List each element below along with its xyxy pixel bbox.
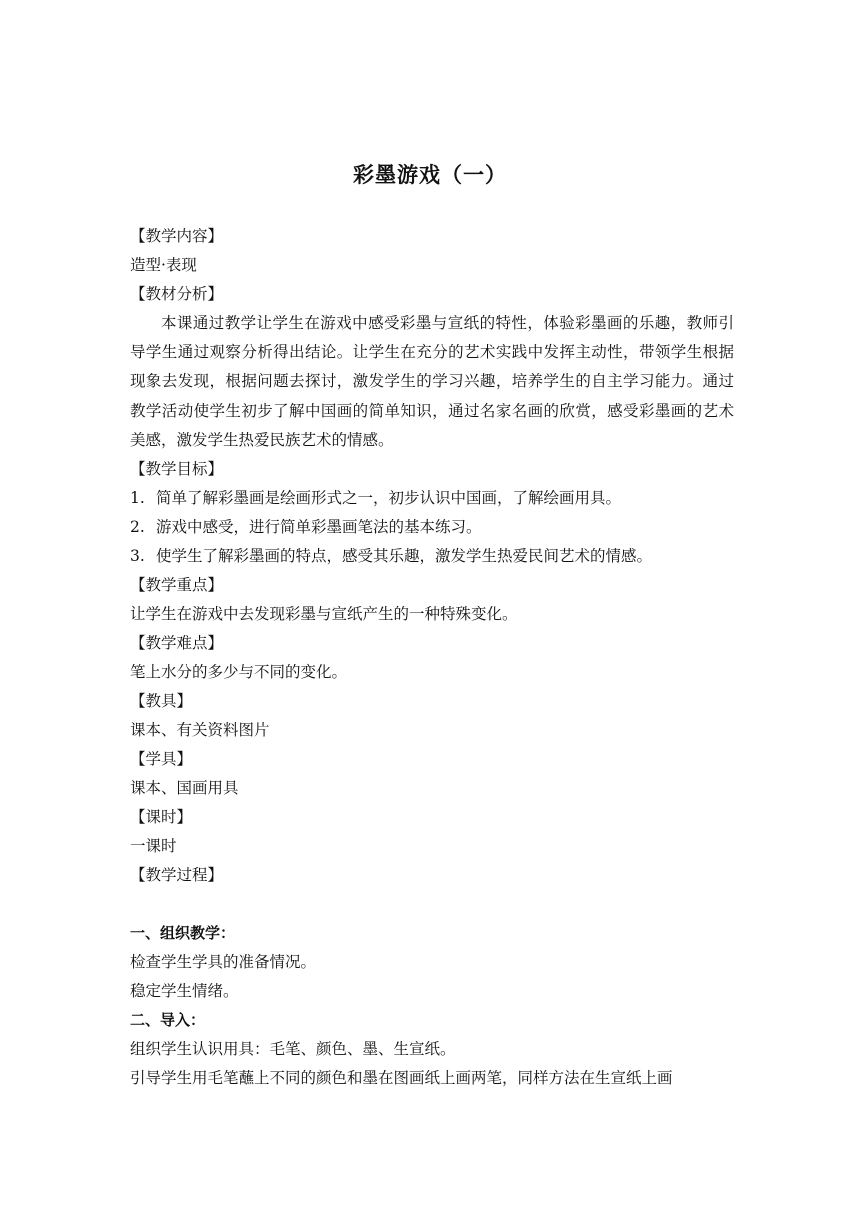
section-heading-student-tools: 【学具】	[130, 750, 193, 769]
section-heading-analysis: 【教材分析】	[130, 285, 224, 303]
section-text-key: 让学生在游戏中去发现彩墨与宣纸产生的一种特殊变化。	[130, 605, 518, 624]
section-heading-period: 【课时】	[130, 808, 193, 827]
page-title: 彩墨游戏（一）	[353, 163, 507, 187]
goal-item	[130, 513, 734, 542]
goal-number: 3.	[130, 547, 145, 566]
section-text-student-tools: 课本、国画用具	[130, 779, 239, 798]
section-heading-tools: 【教具】	[130, 692, 193, 711]
section-heading-difficulty: 【教学难点】	[130, 634, 224, 653]
section-text-tools: 课本、有关资料图片	[130, 721, 270, 740]
section-text-content: 造型·表现	[130, 256, 197, 274]
goal-item	[130, 542, 734, 571]
goal-text: 游戏中感受，进行简单彩墨画笔法的基本练习。	[156, 518, 482, 537]
blank-line	[130, 890, 734, 919]
step-line: 检查学生学具的准备情况。	[130, 953, 317, 972]
section-text-difficulty: 笔上水分的多少与不同的变化。	[130, 663, 348, 682]
step-line: 组织学生认识用具：毛笔、颜色、墨、生宣纸。	[130, 1040, 456, 1059]
document-body	[130, 222, 734, 1093]
step-line: 引导学生用毛笔蘸上不同的颜色和墨在图画纸上画两笔，同样方法在生宣纸上画	[130, 1069, 673, 1088]
section-text-analysis: 本课通过教学让学生在游戏中感受彩墨与宣纸的特性，体验彩墨画的乐趣，教师引导学生通过观察分析得出结论。让学生在充分的艺术实践中发挥主动性，带领学生根据现象去发现，根据问题去探讨，激发学生的学习兴趣，培养学生的自主学习能力。通过教学活动使学生初步了解中国画的简单知识，通过名家名画的欣赏，感受彩墨画的艺术美感，激发学生热爱民族艺术的情感。	[130, 314, 734, 449]
goal-text: 简单了解彩墨画是绘画形式之一，初步认识中国画，了解绘画用具。	[156, 489, 622, 508]
goal-number: 1.	[130, 489, 145, 508]
section-text-period: 一课时	[130, 837, 177, 856]
goal-text: 使学生了解彩墨画的特点，感受其乐趣，激发学生热爱民间艺术的情感。	[156, 547, 653, 566]
section-heading-goals: 【教学目标】	[130, 460, 224, 479]
step-line: 稳定学生情绪。	[130, 982, 239, 1001]
section-heading-process: 【教学过程】	[130, 866, 224, 885]
section-heading-content: 【教学内容】	[130, 227, 224, 245]
goal-number: 2.	[130, 518, 145, 537]
section-heading-key: 【教学重点】	[130, 576, 224, 595]
goal-item	[130, 484, 734, 513]
step-heading-organize: 一、组织教学：	[130, 924, 236, 943]
step-heading-intro: 二、导入：	[130, 1011, 206, 1030]
